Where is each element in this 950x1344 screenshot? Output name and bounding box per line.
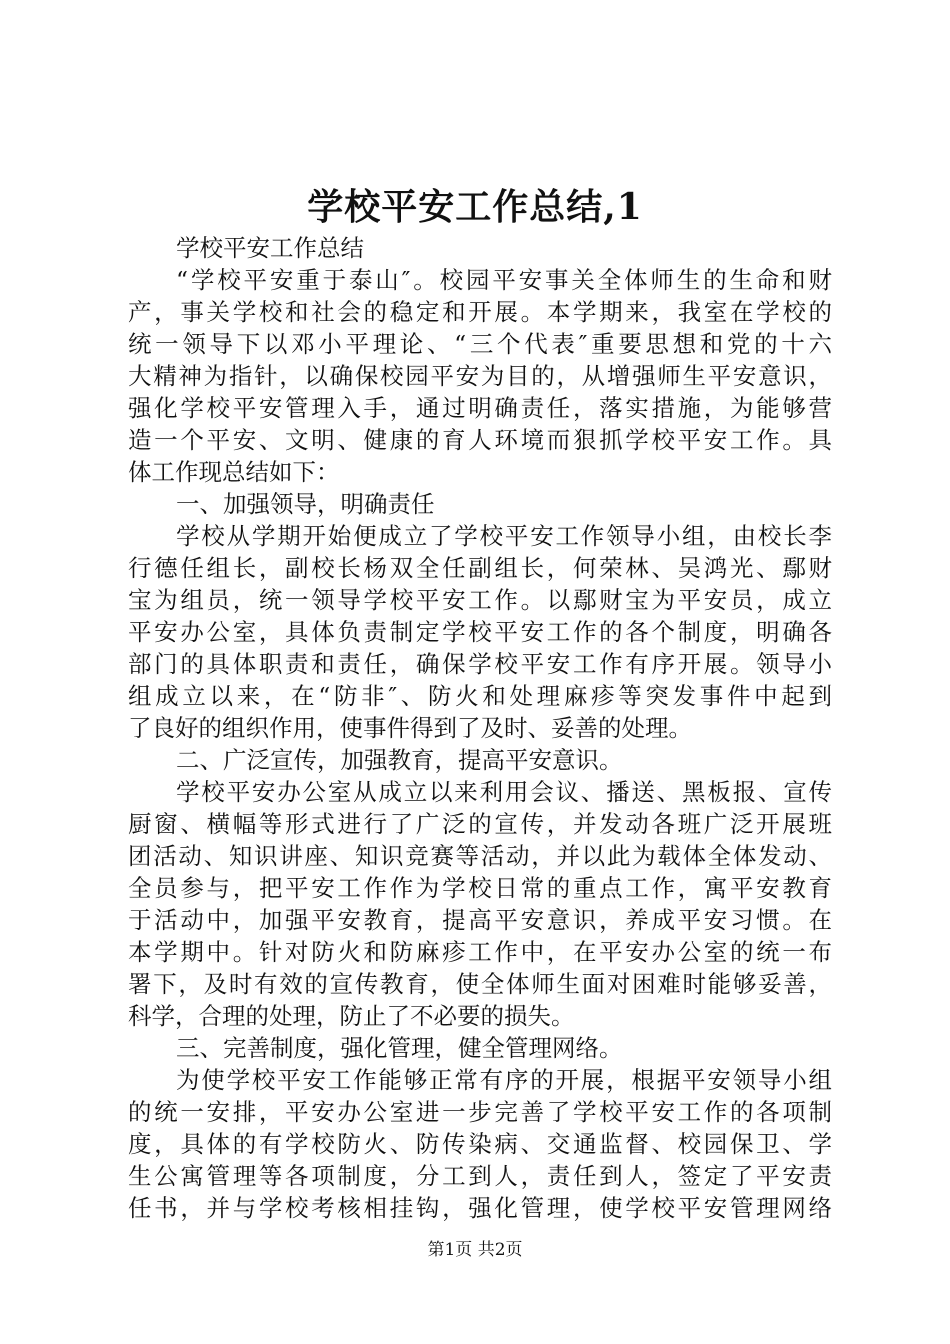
- body-line: 三、完善制度，强化管理，健全管理网络。: [176, 1034, 623, 1062]
- page-footer: 第1页 共2页: [427, 1240, 523, 1260]
- body-line: 学校平安工作总结: [176, 234, 364, 262]
- body-line: 大精神为指针，以确保校园平安为目的，从增强师生平安意识，: [128, 362, 832, 390]
- body-line: 造一个平安、文明、健康的育人环境而狠抓学校平安工作。具: [128, 426, 832, 454]
- body-line: 署下，及时有效的宣传教育，使全体师生面对困难时能够妥善，: [128, 970, 832, 998]
- body-line: 了良好的组织作用，使事件得到了及时、妥善的处理。: [128, 714, 692, 742]
- body-line: 科学，合理的处理，防止了不必要的损失。: [128, 1002, 575, 1030]
- body-line: 的统一安排，平安办公室进一步完善了学校平安工作的各项制: [128, 1098, 832, 1126]
- body-line: 部门的具体职责和责任，确保学校平安工作有序开展。领导小: [128, 650, 832, 678]
- body-line: 度，具体的有学校防火、防传染病、交通监督、校园保卫、学: [128, 1130, 832, 1158]
- body-line: 平安办公室，具体负责制定学校平安工作的各个制度，明确各: [128, 618, 832, 646]
- body-line: 任书，并与学校考核相挂钩，强化管理，使学校平安管理网络: [128, 1194, 832, 1222]
- body-line: 二、广泛宣传，加强教育，提高平安意识。: [176, 746, 623, 774]
- body-line: 本学期中。针对防火和防麻疹工作中，在平安办公室的统一布: [128, 938, 832, 966]
- body-line: 全员参与，把平安工作作为学校日常的重点工作，寓平安教育: [128, 874, 832, 902]
- body-line: 团活动、知识讲座、知识竞赛等活动，并以此为载体全体发动、: [128, 842, 832, 870]
- body-line: 体工作现总结如下：: [128, 458, 340, 486]
- body-line: 行德任组长，副校长杨双全任副组长，何荣林、吴鸿光、鄢财: [128, 554, 832, 582]
- body-line: 一、加强领导，明确责任: [176, 490, 435, 518]
- body-line: 学校平安办公室从成立以来利用会议、播送、黑板报、宣传: [176, 778, 832, 806]
- body-line: 于活动中，加强平安教育，提高平安意识，养成平安习惯。在: [128, 906, 832, 934]
- body-line: 厨窗、横幅等形式进行了广泛的宣传，并发动各班广泛开展班: [128, 810, 832, 838]
- body-line: 生公寓管理等各项制度，分工到人，责任到人，签定了平安责: [128, 1162, 832, 1190]
- document-title: 学校平安工作总结,1: [307, 186, 643, 228]
- body-line: 学校从学期开始便成立了学校平安工作领导小组，由校长李: [176, 522, 832, 550]
- body-line: 统一领导下以邓小平理论、“三个代表″重要思想和党的十六: [128, 330, 832, 358]
- body-line: 组成立以来，在“防非″、防火和处理麻疹等突发事件中起到: [128, 682, 832, 710]
- body-line: 宝为组员，统一领导学校平安工作。以鄢财宝为平安员，成立: [128, 586, 832, 614]
- body-line: “学校平安重于泰山″。校园平安事关全体师生的生命和财: [176, 266, 832, 294]
- body-line: 强化学校平安管理入手，通过明确责任，落实措施，为能够营: [128, 394, 832, 422]
- body-line: 为使学校平安工作能够正常有序的开展，根据平安领导小组: [176, 1066, 832, 1094]
- body-line: 产，事关学校和社会的稳定和开展。本学期来，我室在学校的: [128, 298, 832, 326]
- document-body: [128, 232, 832, 1224]
